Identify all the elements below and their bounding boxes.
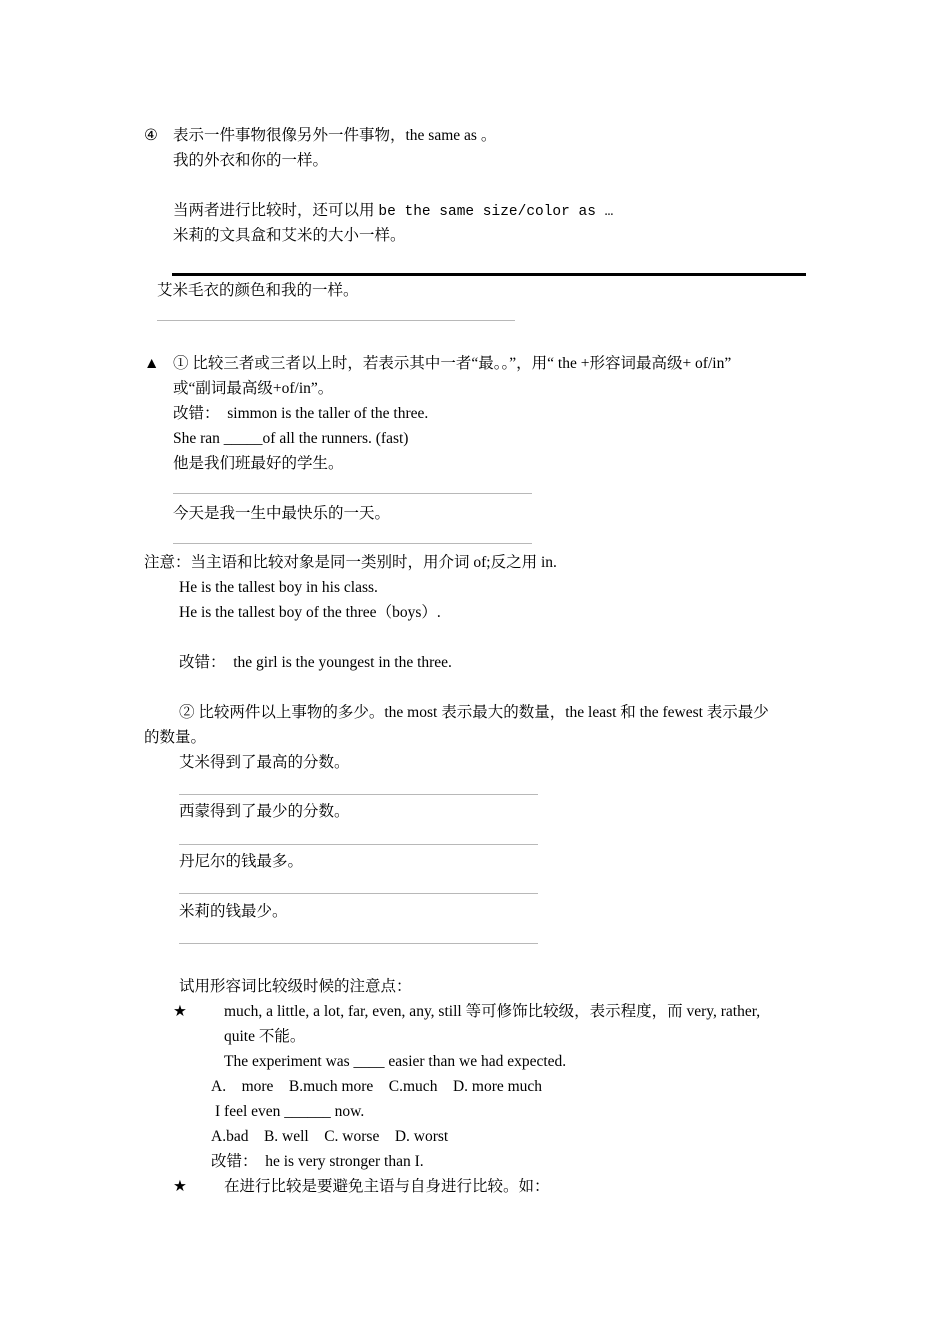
tips-title: 试用形容词比较级时候的注意点： [179,978,412,995]
section-4-marker: ④ [144,127,158,144]
note-english: be the same size/color as … [378,204,614,220]
answer-line [157,320,515,321]
answer-line [179,893,538,894]
note-line [173,201,613,222]
translation-prompt: 丹尼尔的钱最多。 [179,853,304,870]
star-marker: ★ [173,1003,187,1020]
correction-exercise: 改错： he is very stronger than I. [211,1153,424,1170]
tip-text: 在进行比较是要避免主语与自身进行比较。如： [224,1178,550,1195]
answer-line [179,794,538,795]
correction-exercise: 改错： simmon is the taller of the three. [173,405,429,422]
answer-line [172,273,806,276]
translation-prompt: 他是我们班最好的学生。 [173,455,344,472]
answer-line [179,844,538,845]
translation-prompt: 今天是我一生中最快乐的一天。 [173,505,391,522]
note-chinese: 当两者进行比较时，还可以用 [173,202,375,219]
tip-text: quite 不能。 [224,1028,306,1045]
translation-prompt: 艾米得到了最高的分数。 [179,754,350,771]
exercise-question: The experiment was ____ easier than we had expected. [224,1053,567,1070]
example-sentence: He is the tallest boy of the three（boys）. [179,604,441,621]
example-sentence: He is the tallest boy in his class. [179,579,378,596]
correction-exercise: 改错： the girl is the youngest in the three. [179,654,452,671]
rule-text: ① 比较三者或三者以上时，若表示其中一者“最。。”，用“ the +形容词最高级+ of/in” [173,355,732,372]
answer-line [173,493,532,494]
rule-text: ② 比较两件以上事物的多少。the most 表示最大的数量，the least 和 the fewest 表示最少 [179,704,769,721]
exercise-options: A. more B.much more C.much D. more much [211,1078,543,1095]
example-sentence: 我的外衣和你的一样。 [173,152,329,169]
exercise-options: A.bad B. well C. worse D. worst [211,1128,449,1145]
example-sentence: 米莉的文具盒和艾米的大小一样。 [173,227,406,244]
rule-text: 的数量。 [144,729,207,746]
translation-prompt: 米莉的钱最少。 [179,903,288,920]
fill-in-exercise: She ran _____of all the runners. (fast) [173,430,409,447]
section-4-intro: 表示一件事物很像另外一件事物，the same as 。 [173,127,497,144]
answer-line [173,543,532,544]
triangle-marker: ▲ [144,355,160,372]
answer-line [179,943,538,944]
example-sentence: 艾米毛衣的颜色和我的一样。 [157,282,359,299]
exercise-question: I feel even ______ now. [215,1103,365,1120]
translation-prompt: 西蒙得到了最少的分数。 [179,803,350,820]
star-marker: ★ [173,1178,187,1195]
tip-text: much, a little, a lot, far, even, any, still 等可修饰比较级，表示程度，而 very, rather, [224,1003,761,1020]
rule-text: 或“副词最高级+of/in”。 [173,380,334,397]
note-text: 注意：当主语和比较对象是同一类别时，用介词 of;反之用 in. [144,554,557,571]
